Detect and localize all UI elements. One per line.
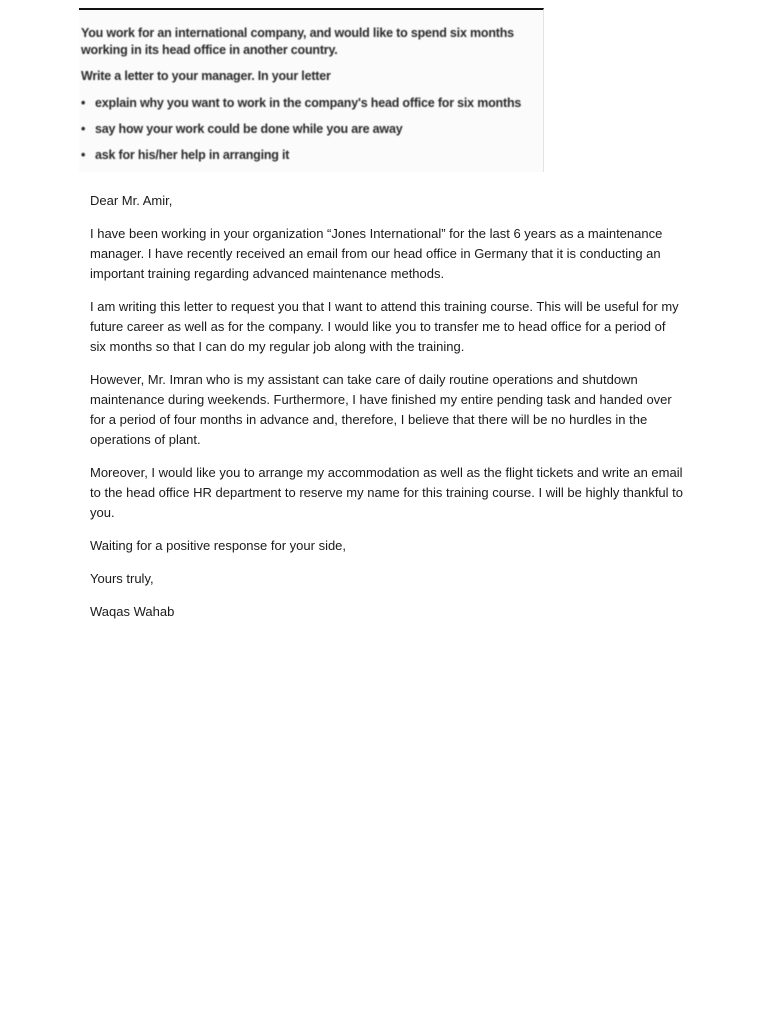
signature: Waqas Wahab (90, 604, 175, 619)
task-instruction: Write a letter to your manager. In your letter (81, 69, 331, 83)
letter-paragraph: I have been working in your organization “Jones International” for the last 6 years as a maintenance manager. I have recently received an email from our head office in Germany that it is conducting an important training regarding advanced maintenance methods. (90, 226, 663, 281)
sign-off: Yours truly, (90, 571, 154, 586)
bullet-icon: • (81, 122, 86, 136)
letter-body (90, 191, 684, 635)
task-intro-line-2: working in its head office in another country. (81, 43, 338, 57)
task-prompt-image (79, 8, 544, 172)
bullet-icon: • (81, 148, 86, 162)
bullet-icon: • (81, 96, 86, 110)
task-bullet-text: say how your work could be done while you are away (95, 122, 403, 136)
closing-line: Waiting for a positive response for your side, (90, 538, 347, 553)
task-bullet-item (81, 147, 289, 163)
task-bullet-text: ask for his/her help in arranging it (95, 148, 290, 162)
letter-paragraph: However, Mr. Imran who is my assistant can take care of daily routine operations and shutdown maintenance during weekends. Furthermore, I have finished my entire pending task and handed over for a period of four months in advance and, therefore, I believe that there will be no hurdles in the operations of plant. (90, 372, 672, 447)
task-bullet-item (81, 95, 521, 111)
letter-paragraph: I am writing this letter to request you that I want to attend this training course. This will be useful for my future career as well as for the company. I would like you to transfer me to head office for a period of six months so that I can do my regular job along with the training. (90, 299, 679, 354)
task-intro-line-1: You work for an international company, and would like to spend six months (81, 26, 514, 40)
task-bullet-text: explain why you want to work in the company's head office for six months (95, 96, 522, 110)
letter-paragraph: Moreover, I would like you to arrange my accommodation as well as the flight tickets and write an email to the head office HR department to reserve my name for this training course. I will be highly thankful to you. (90, 465, 684, 520)
task-bullet-item (81, 121, 402, 137)
salutation: Dear Mr. Amir, (90, 193, 173, 208)
